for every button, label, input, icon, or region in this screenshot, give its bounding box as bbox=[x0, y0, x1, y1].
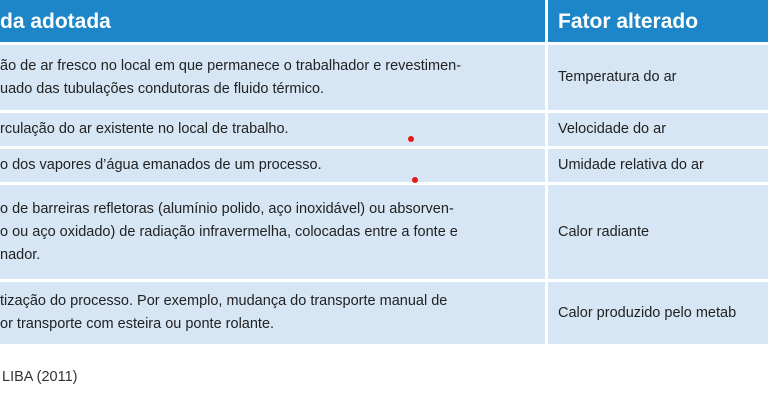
table-row bbox=[0, 282, 768, 344]
measure-text: ão de ar fresco no local em que permanece o trabalhador e revestimen- uado das tubulações condutoras de fluido térmico. bbox=[0, 57, 462, 97]
measure-text: o dos vapores d’água emanados de um processo. bbox=[0, 157, 322, 173]
table-row bbox=[0, 45, 768, 110]
header-measure-label: da adotada bbox=[0, 9, 111, 33]
table-header-row bbox=[0, 0, 768, 42]
header-factor-label: Fator alterado bbox=[558, 9, 699, 33]
measure-text: o de barreiras refletoras (alumínio polido, aço inoxidável) ou absorven- o ou aço oxidado) de radiação infravermelha, colocadas entre a fonte e nador. bbox=[0, 200, 458, 263]
table-row bbox=[0, 149, 768, 182]
measure-cell bbox=[0, 149, 545, 182]
factor-text: Calor produzido pelo metab bbox=[558, 304, 737, 321]
factor-text: Temperatura do ar bbox=[558, 69, 677, 85]
red-marker-dot bbox=[408, 136, 414, 142]
factor-cell bbox=[548, 113, 768, 146]
factor-cell bbox=[548, 45, 768, 110]
table-row bbox=[0, 185, 768, 279]
measure-cell bbox=[0, 185, 545, 279]
measure-cell bbox=[0, 113, 545, 146]
factor-text: Calor radiante bbox=[558, 223, 650, 240]
header-factor bbox=[548, 0, 768, 42]
factor-cell bbox=[548, 185, 768, 279]
measure-cell bbox=[0, 45, 545, 110]
header-measure bbox=[0, 0, 545, 42]
table-row bbox=[0, 113, 768, 146]
measure-cell bbox=[0, 282, 545, 344]
factor-text: Velocidade do ar bbox=[558, 121, 667, 137]
red-marker-dot bbox=[412, 177, 418, 183]
factor-cell bbox=[548, 149, 768, 182]
measure-text: tização do processo. Por exemplo, mudança do transporte manual de or transporte com esteira ou ponte rolante. bbox=[0, 293, 448, 332]
source-citation: LIBA (2011) bbox=[2, 369, 78, 385]
measure-text: rculação do ar existente no local de trabalho. bbox=[0, 121, 289, 137]
factor-text: Umidade relativa do ar bbox=[558, 157, 704, 173]
factor-cell bbox=[548, 282, 768, 344]
